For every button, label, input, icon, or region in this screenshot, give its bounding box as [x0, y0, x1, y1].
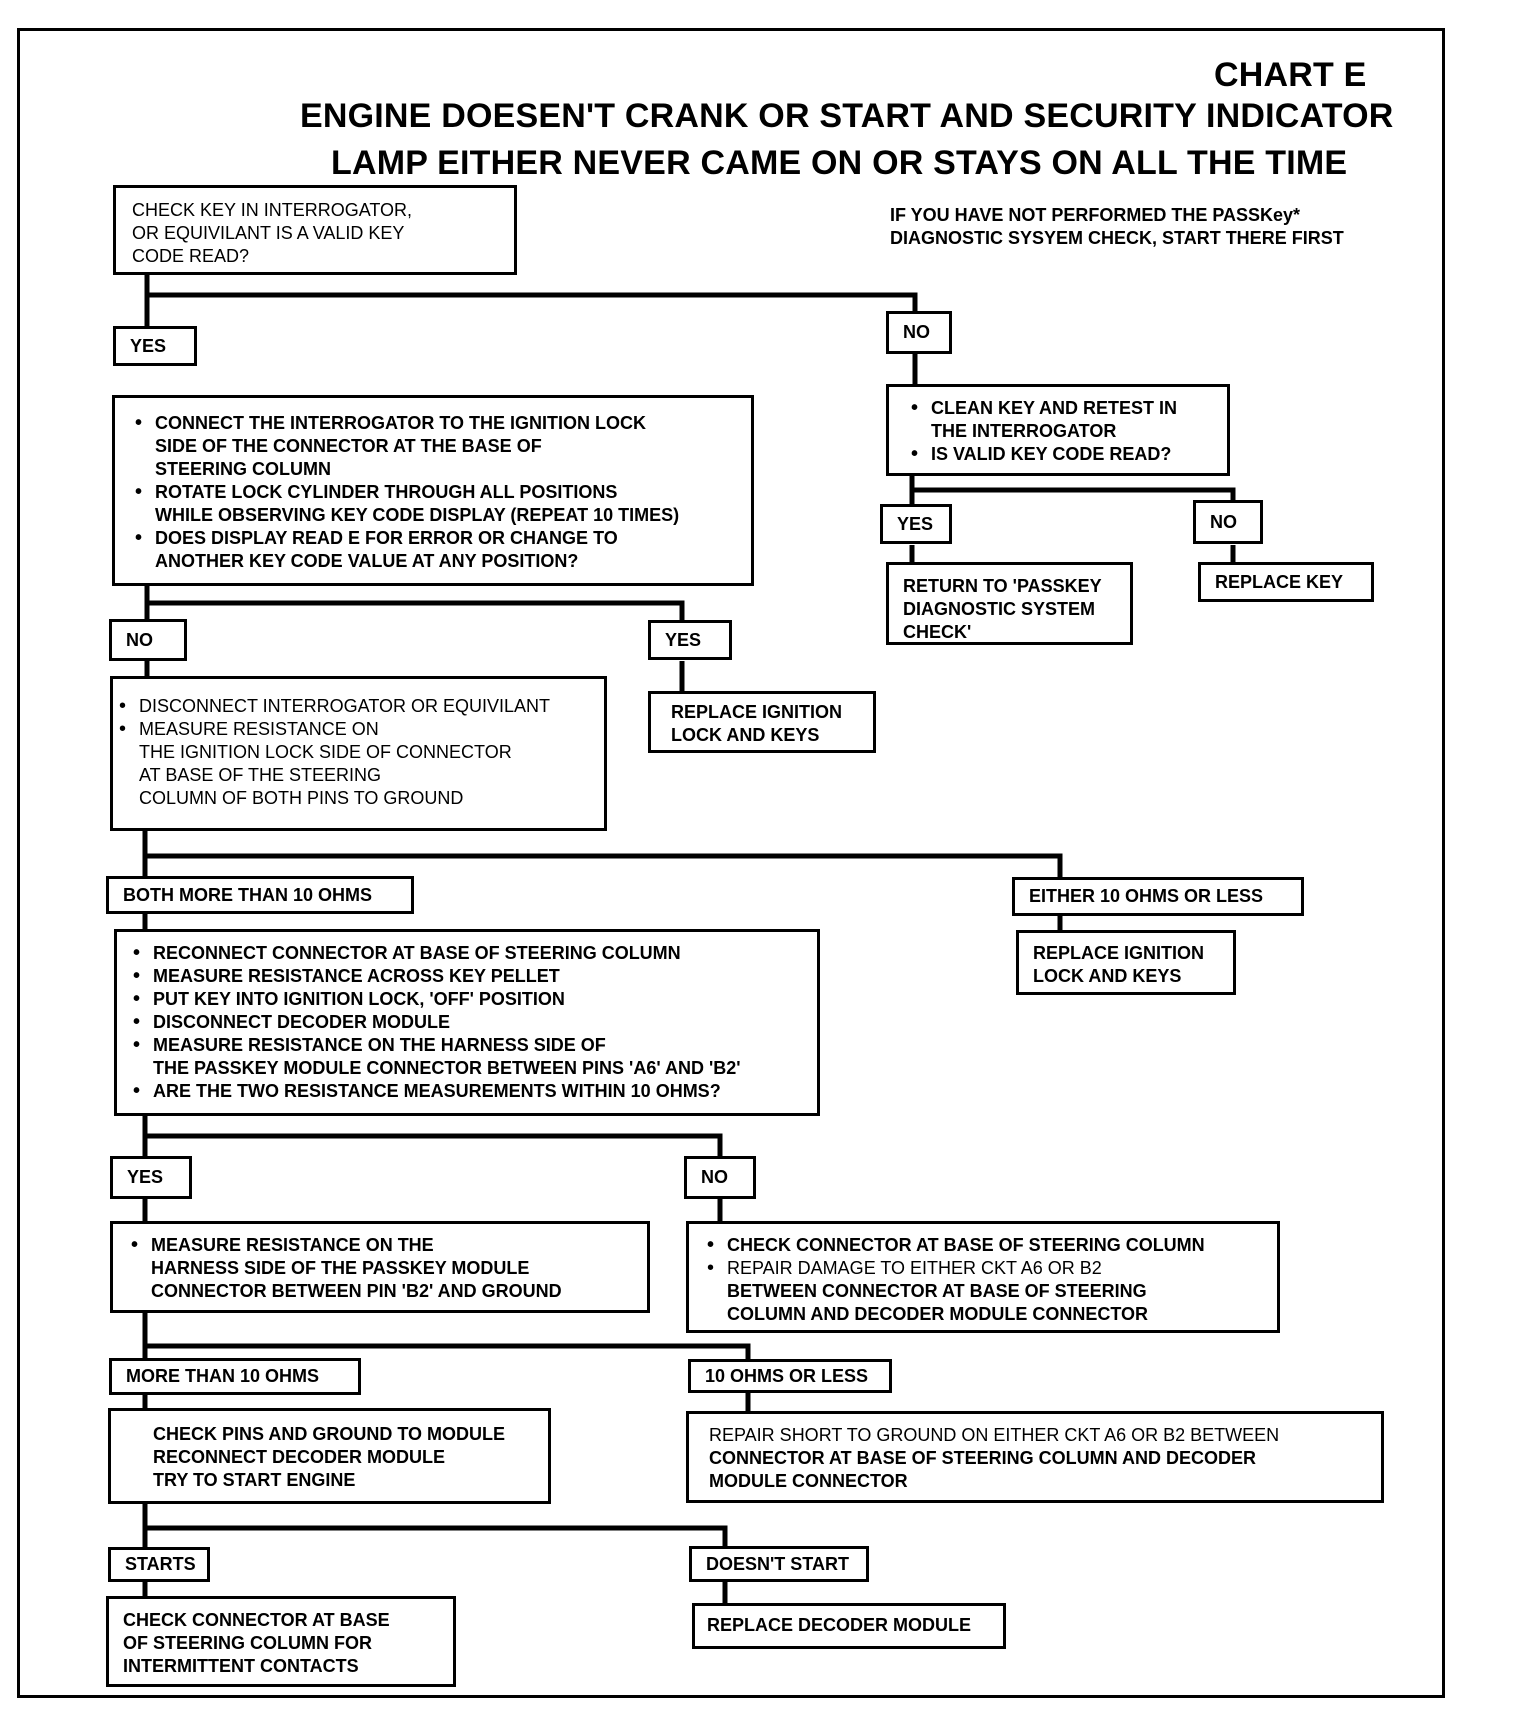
chart-label: CHART E	[1214, 56, 1367, 94]
step-line: ANOTHER KEY CODE VALUE AT ANY POSITION?	[155, 551, 579, 571]
replace-ignition-lock-box-1	[648, 691, 876, 753]
step-line: • CHECK CONNECTOR AT BASE OF STEERING COLUMN	[701, 1234, 1277, 1257]
step-line: • DOES DISPLAY READ E FOR ERROR OR CHANGE TO	[129, 527, 741, 550]
box-line: OR EQUIVILANT IS A VALID KEY	[132, 223, 405, 243]
label-either-10-ohms-or-less: EITHER 10 OHMS OR LESS	[1012, 877, 1304, 916]
label-starts: STARTS	[108, 1547, 210, 1582]
label-no-display: NO	[109, 619, 187, 661]
label-doesnt-start: DOESN'T START	[689, 1546, 869, 1582]
box-line: CHECK KEY IN INTERROGATOR,	[132, 200, 413, 220]
label-10-ohms-or-less: 10 OHMS OR LESS	[688, 1359, 892, 1393]
step-line: • MEASURE RESISTANCE ON	[113, 718, 594, 741]
step-line: • MEASURE RESISTANCE ON THE	[125, 1234, 647, 1257]
step-line: SIDE OF THE CONNECTOR AT THE BASE OF	[155, 436, 542, 456]
step-line: COLUMN AND DECODER MODULE CONNECTOR	[727, 1304, 1148, 1324]
step-line: • REPAIR DAMAGE TO EITHER CKT A6 OR B2	[701, 1257, 1277, 1280]
label-yes-clean-key: YES	[880, 504, 952, 544]
box-line: CONNECTOR AT BASE OF STEERING COLUMN AND DECODER	[709, 1448, 1257, 1468]
box-line: CHECK PINS AND GROUND TO MODULE	[153, 1424, 506, 1444]
step-line: • IS VALID KEY CODE READ?	[905, 443, 1217, 466]
reconnect-connector-box	[114, 929, 820, 1116]
chart-title-line-2: LAMP EITHER NEVER CAME ON OR STAYS ON ALL THE TIME	[331, 144, 1348, 182]
step-line: BETWEEN CONNECTOR AT BASE OF STEERING	[727, 1281, 1147, 1301]
label-yes-key-read: YES	[113, 326, 197, 366]
chart-title-line-1: ENGINE DOESEN'T CRANK OR START AND SECURITY INDICATOR	[300, 97, 1394, 135]
measure-b2-ground-box	[110, 1221, 650, 1313]
step-line: THE INTERROGATOR	[931, 421, 1117, 441]
step-line: WHILE OBSERVING KEY CODE DISPLAY (REPEAT 10 TIMES)	[155, 505, 680, 525]
check-connector-repair-box	[686, 1221, 1280, 1333]
box-line: OF STEERING COLUMN FOR	[123, 1633, 372, 1653]
step-line: • CONNECT THE INTERROGATOR TO THE IGNITION LOCK	[129, 412, 741, 435]
box-line: DIAGNOSTIC SYSTEM	[903, 599, 1096, 619]
step-line: STEERING COLUMN	[155, 459, 332, 479]
label-no-key-read: NO	[886, 311, 952, 354]
connect-interrogator-box	[112, 395, 754, 586]
repair-short-box	[686, 1411, 1384, 1503]
start-question-box	[113, 185, 517, 275]
box-line: CHECK CONNECTOR AT BASE	[123, 1610, 390, 1630]
step-line: THE IGNITION LOCK SIDE OF CONNECTOR	[139, 742, 512, 762]
step-line: • RECONNECT CONNECTOR AT BASE OF STEERING COLUMN	[127, 942, 807, 965]
label-yes-within-10: YES	[110, 1156, 192, 1199]
check-pins-box	[108, 1408, 551, 1504]
box-line: REPLACE IGNITION	[1033, 943, 1205, 963]
replace-ignition-lock-box-2	[1016, 930, 1236, 995]
label-yes-display: YES	[648, 620, 732, 660]
step-line: • PUT KEY INTO IGNITION LOCK, 'OFF' POSITION	[127, 988, 807, 1011]
check-intermittent-box	[106, 1596, 456, 1687]
box-line: RECONNECT DECODER MODULE	[153, 1447, 446, 1467]
box-line: MODULE CONNECTOR	[709, 1471, 908, 1491]
disconnect-interrogator-box	[110, 676, 607, 831]
step-line: • DISCONNECT DECODER MODULE	[127, 1011, 807, 1034]
box-line: CODE READ?	[132, 246, 250, 266]
step-line: AT BASE OF THE STEERING	[139, 765, 382, 785]
step-line: • ROTATE LOCK CYLINDER THROUGH ALL POSITIONS	[129, 481, 741, 504]
label-both-more-than-10-ohms: BOTH MORE THAN 10 OHMS	[106, 876, 414, 914]
box-line: REPLACE IGNITION	[671, 702, 843, 722]
label-no-within-10: NO	[684, 1156, 756, 1199]
step-line: • ARE THE TWO RESISTANCE MEASUREMENTS WITHIN 10 OHMS?	[127, 1080, 807, 1103]
box-line: REPAIR SHORT TO GROUND ON EITHER CKT A6 OR B2 BETWEEN	[709, 1425, 1280, 1445]
step-line: THE PASSKEY MODULE CONNECTOR BETWEEN PINS 'A6' AND 'B2'	[153, 1058, 741, 1078]
step-line: • CLEAN KEY AND RETEST IN	[905, 397, 1217, 420]
step-line: • DISCONNECT INTERROGATOR OR EQUIVILANT	[113, 695, 594, 718]
label-more-than-10-ohms: MORE THAN 10 OHMS	[109, 1358, 361, 1395]
step-line: CONNECTOR BETWEEN PIN 'B2' AND GROUND	[151, 1281, 562, 1301]
step-line: HARNESS SIDE OF THE PASSKEY MODULE	[151, 1258, 530, 1278]
replace-key-box	[1198, 562, 1374, 602]
box-line: RETURN TO 'PASSKEY	[903, 576, 1102, 596]
box-line: INTERMITTENT CONTACTS	[123, 1656, 359, 1676]
prerequisite-note: IF YOU HAVE NOT PERFORMED THE PASSKey* DIAGNOSTIC SYSYEM CHECK, START THERE FIRST	[890, 205, 1344, 248]
box-line: REPLACE DECODER MODULE	[707, 1615, 972, 1635]
box-line: LOCK AND KEYS	[1033, 966, 1182, 986]
box-line: REPLACE KEY	[1215, 572, 1344, 592]
replace-decoder-module-box	[692, 1603, 1006, 1649]
clean-key-box	[886, 384, 1230, 476]
label-no-clean-key: NO	[1193, 500, 1263, 544]
step-line: • MEASURE RESISTANCE ON THE HARNESS SIDE OF	[127, 1034, 807, 1057]
return-passkey-check-box	[886, 562, 1133, 645]
box-line: CHECK'	[903, 622, 972, 642]
box-line: TRY TO START ENGINE	[153, 1470, 356, 1490]
step-line: • MEASURE RESISTANCE ACROSS KEY PELLET	[127, 965, 807, 988]
step-line: COLUMN OF BOTH PINS TO GROUND	[139, 788, 464, 808]
box-line: LOCK AND KEYS	[671, 725, 820, 745]
